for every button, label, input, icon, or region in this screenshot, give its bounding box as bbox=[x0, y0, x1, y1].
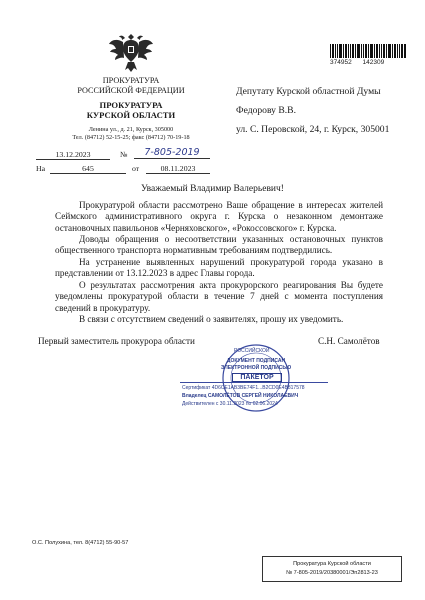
ecp-stamp-word: ПАКЕТОР bbox=[232, 373, 282, 382]
reg-box-line-2: № 7-805-2019/20380001/Эп2813-23 bbox=[286, 570, 378, 576]
body-paragraph-5: В связи с отсутствием сведений о заявителях, прошу их уведомить. bbox=[79, 314, 344, 324]
org-line-1: ПРОКУРАТУРА bbox=[102, 76, 160, 85]
barcode-icon bbox=[330, 44, 406, 58]
reg-box-line-1: Прокуратура Курской области bbox=[293, 561, 371, 567]
outgoing-date: 13.12.2023 bbox=[36, 150, 110, 160]
recipient-line-2: Федорову В.В. bbox=[236, 105, 296, 116]
recipient-line-3: ул. С. Перовской, 24, г. Курск, 305001 bbox=[236, 124, 390, 135]
ecp-validity: Действителен с 30.11.2023 по 02.06.2024 bbox=[182, 401, 278, 407]
body-paragraph-1: Прокуратурой области рассмотрено Ваше обращение в интересах жителей Сеймского административного округа г. Курска о незаконном демонтаже остановочных павильонов «Черняховского», «Рокоссовского» г. Курска. bbox=[55, 200, 383, 233]
office-line-1: ПРОКУРАТУРА bbox=[99, 100, 163, 110]
incoming-number: 645 bbox=[50, 164, 126, 174]
org-line-2: РОССИЙСКОЙ ФЕДЕРАЦИИ bbox=[77, 85, 185, 95]
from-label: от bbox=[132, 164, 140, 173]
ecp-certificate: Сертификат 4D6CE1AB3BE74F1...B2CD0E4B817578 bbox=[182, 385, 305, 391]
ecp-line-2: ЭЛЕКТРОННОЙ ПОДПИСЬЮ bbox=[220, 365, 292, 371]
electronic-signature-stamp bbox=[180, 342, 328, 446]
registration-line-1 bbox=[36, 147, 211, 162]
executor-contact: О.С. Полухина, тел. 8(4712) 55-90-57 bbox=[32, 540, 129, 546]
outgoing-number: 7-805-2019 bbox=[134, 147, 210, 159]
ecp-divider bbox=[180, 382, 328, 383]
office-header bbox=[70, 100, 192, 120]
stamp-ring-text: РОССИЙСКОЙ bbox=[234, 348, 270, 354]
registration-box bbox=[262, 556, 402, 582]
on-label: На bbox=[36, 164, 46, 173]
body-paragraph-2: Доводы обращения о несоответствии указанных остановочных пунктов общественного транспорта нормативным требованиям подтвердились. bbox=[55, 234, 383, 256]
signatory-position: Первый заместитель прокурора области bbox=[38, 336, 195, 346]
double-headed-eagle-emblem-icon bbox=[108, 30, 154, 74]
ecp-owner: Владелец САМОЛЁТОВ СЕРГЕЙ НИКОЛАЕВИЧ bbox=[182, 393, 299, 399]
office-phones: Тел. (84712) 52-15-25; факс (84712) 70-19-18 bbox=[72, 134, 190, 141]
salutation: Уважаемый Владимир Валерьевич! bbox=[141, 184, 284, 194]
office-address: Ленина ул., д. 21, Курск, 305000 bbox=[88, 126, 174, 133]
ecp-line-1: ДОКУМЕНТ ПОДПИСАН bbox=[226, 358, 286, 364]
body-paragraph-3: На устранение выявленных нарушений прокуратурой города указано в представлении от 13.12.2023 в адрес Главы города. bbox=[55, 257, 383, 279]
recipient-line-1: Депутату Курской областной Думы bbox=[236, 86, 381, 97]
recipient-block bbox=[236, 86, 416, 136]
incoming-date: 08.11.2023 bbox=[146, 164, 210, 174]
body-paragraph-4: О результатах рассмотрения акта прокурорского реагирования Вы будете уведомлены прокуратурой области в течение 7 дней с момента поступления сведений в прокуратуру. bbox=[55, 280, 383, 313]
org-header bbox=[70, 76, 192, 95]
office-contacts bbox=[40, 126, 222, 142]
registration-line-2 bbox=[36, 164, 211, 176]
office-line-2: КУРСКОЙ ОБЛАСТИ bbox=[86, 110, 176, 120]
number-label: № bbox=[120, 150, 128, 159]
barcode-number: 374952 142309 bbox=[330, 59, 385, 66]
signatory-name: С.Н. Самолётов bbox=[318, 336, 380, 346]
